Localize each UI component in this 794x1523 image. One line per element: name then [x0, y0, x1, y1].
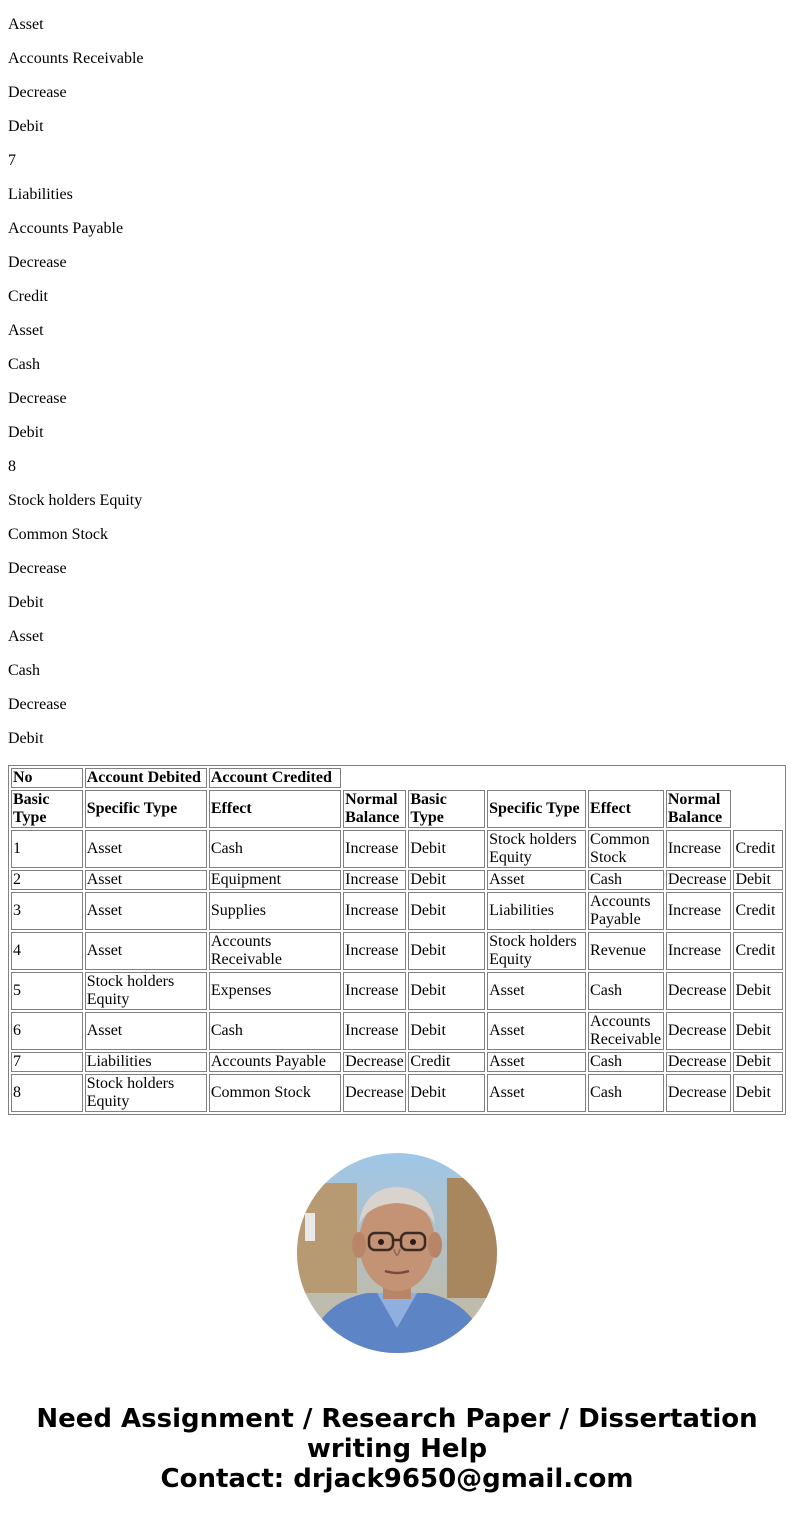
paragraph: Debit — [8, 118, 44, 135]
cell: Debit — [733, 1074, 783, 1112]
header-no: No — [11, 768, 83, 788]
cell: Debit — [408, 892, 485, 930]
cell: Debit — [733, 972, 783, 1010]
cell: Decrease — [666, 1074, 732, 1112]
cell: Increase — [666, 830, 732, 868]
header-specific-type: Specific Type — [85, 790, 207, 828]
cell: Accounts Receivable — [209, 932, 341, 970]
cell: Debit — [733, 1052, 783, 1072]
paragraph: Credit — [8, 288, 48, 305]
cell: Liabilities — [85, 1052, 207, 1072]
cell: Increase — [666, 932, 732, 970]
cell: Asset — [487, 972, 586, 1010]
cell: Debit — [408, 1012, 485, 1050]
cell: Cash — [209, 830, 341, 868]
promo-contact: Contact: drjack9650@gmail.com — [160, 1464, 634, 1494]
paragraph: Liabilities — [8, 186, 73, 203]
cell: Asset — [85, 932, 207, 970]
cell: Increase — [343, 892, 406, 930]
header-account-credited: Account Credited — [209, 768, 341, 788]
cell: Credit — [408, 1052, 485, 1072]
paragraph: Cash — [8, 356, 40, 373]
cell: Decrease — [666, 1012, 732, 1050]
header-basic-type: Basic Type — [11, 790, 83, 828]
header-effect: Effect — [209, 790, 341, 828]
table-header-row-top — [11, 768, 783, 788]
cell: Equipment — [209, 870, 341, 890]
cell-no: 3 — [11, 892, 83, 930]
text-paragraphs — [8, 16, 786, 764]
cell: Credit — [733, 932, 783, 970]
cell: Asset — [85, 870, 207, 890]
cell: Debit — [408, 830, 485, 868]
cell: Increase — [343, 870, 406, 890]
header-effect: Effect — [588, 790, 664, 828]
cell: Increase — [343, 972, 406, 1010]
cell: Increase — [343, 1012, 406, 1050]
paragraph: Debit — [8, 730, 44, 747]
paragraph: 8 — [8, 458, 16, 475]
header-specific-type: Specific Type — [487, 790, 586, 828]
cell-no: 8 — [11, 1074, 83, 1112]
cell-no: 5 — [11, 972, 83, 1010]
cell: Asset — [85, 830, 207, 868]
cell: Stock holders Equity — [85, 972, 207, 1010]
author-photo — [297, 1153, 497, 1353]
cell: Stock holders Equity — [487, 830, 586, 868]
cell: Debit — [408, 1074, 485, 1112]
cell: Cash — [209, 1012, 341, 1050]
cell-no: 4 — [11, 932, 83, 970]
cell: Asset — [487, 1052, 586, 1072]
cell: Accounts Payable — [588, 892, 664, 930]
paragraph: Asset — [8, 628, 44, 645]
accounts-table — [8, 765, 786, 1115]
paragraph: Asset — [8, 16, 44, 33]
header-normal-balance: Normal Balance — [666, 790, 732, 828]
cell: Asset — [85, 892, 207, 930]
cell-no: 1 — [11, 830, 83, 868]
cell: Debit — [408, 972, 485, 1010]
cell: Increase — [343, 830, 406, 868]
promo-banner — [0, 1404, 794, 1494]
paragraph: Accounts Receivable — [8, 50, 144, 67]
table-row — [11, 1052, 783, 1072]
cell: Cash — [588, 1074, 664, 1112]
paragraph: Stock holders Equity — [8, 492, 143, 509]
cell: Asset — [85, 1012, 207, 1050]
paragraph: Debit — [8, 594, 44, 611]
cell: Cash — [588, 1052, 664, 1072]
cell: Increase — [666, 892, 732, 930]
paragraph: Decrease — [8, 560, 67, 577]
cell: Revenue — [588, 932, 664, 970]
cell-no: 7 — [11, 1052, 83, 1072]
table-row — [11, 932, 783, 970]
table-header-row-sub — [11, 790, 783, 828]
cell: Credit — [733, 892, 783, 930]
promo-line-1: Need Assignment / Research Paper / Dissertation — [36, 1404, 758, 1434]
cell: Accounts Receivable — [588, 1012, 664, 1050]
cell: Liabilities — [487, 892, 586, 930]
cell: Decrease — [666, 972, 732, 1010]
cell: Accounts Payable — [209, 1052, 341, 1072]
paragraph: 7 — [8, 152, 16, 169]
header-account-debited: Account Debited — [85, 768, 207, 788]
table-row — [11, 1074, 783, 1112]
cell: Stock holders Equity — [85, 1074, 207, 1112]
table-row — [11, 972, 783, 1010]
cell: Credit — [733, 830, 783, 868]
paragraph: Decrease — [8, 696, 67, 713]
cell: Decrease — [666, 870, 732, 890]
paragraph: Decrease — [8, 84, 67, 101]
table-row — [11, 892, 783, 930]
paragraph: Asset — [8, 322, 44, 339]
paragraph: Debit — [8, 424, 44, 441]
cell: Debit — [733, 1012, 783, 1050]
cell: Asset — [487, 870, 586, 890]
cell: Decrease — [666, 1052, 732, 1072]
cell: Expenses — [209, 972, 341, 1010]
header-basic-type: Basic Type — [408, 790, 485, 828]
cell: Decrease — [343, 1052, 406, 1072]
cell: Debit — [408, 870, 485, 890]
paragraph: Decrease — [8, 254, 67, 271]
cell: Asset — [487, 1012, 586, 1050]
cell: Supplies — [209, 892, 341, 930]
cell: Common Stock — [209, 1074, 341, 1112]
cell: Common Stock — [588, 830, 664, 868]
paragraph: Cash — [8, 662, 40, 679]
cell: Debit — [733, 870, 783, 890]
paragraph: Decrease — [8, 390, 67, 407]
cell-no: 2 — [11, 870, 83, 890]
table-row — [11, 830, 783, 868]
table-row — [11, 870, 783, 890]
cell: Decrease — [343, 1074, 406, 1112]
paragraph: Accounts Payable — [8, 220, 124, 237]
cell: Debit — [408, 932, 485, 970]
person-portrait-image — [297, 1153, 497, 1353]
cell: Stock holders Equity — [487, 932, 586, 970]
cell: Asset — [487, 1074, 586, 1112]
cell: Cash — [588, 870, 664, 890]
paragraph: Common Stock — [8, 526, 109, 543]
header-normal-balance: Normal Balance — [343, 790, 406, 828]
table-row — [11, 1012, 783, 1050]
cell-no: 6 — [11, 1012, 83, 1050]
promo-line-2: writing Help — [306, 1434, 488, 1464]
cell: Increase — [343, 932, 406, 970]
cell: Cash — [588, 972, 664, 1010]
